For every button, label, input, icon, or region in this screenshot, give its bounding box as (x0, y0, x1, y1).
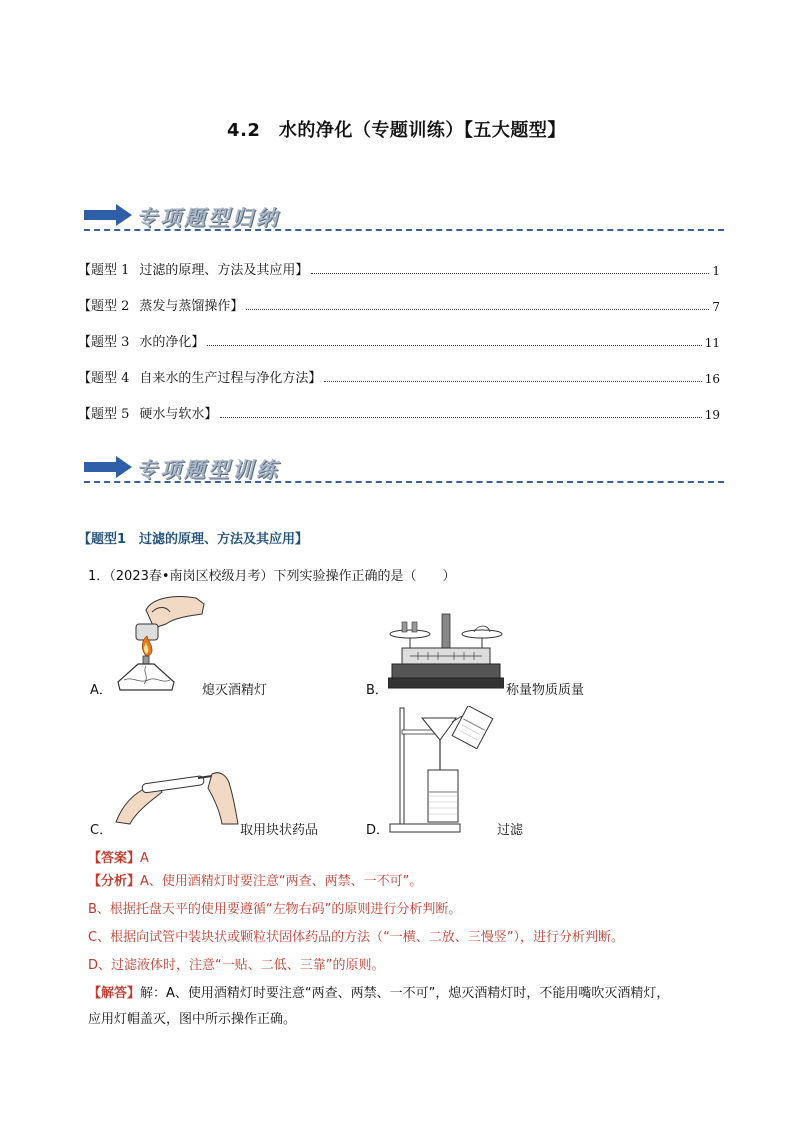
analysis-line-1 (88, 872, 422, 892)
toc-text: 蒸发与蒸馏操作】 (139, 299, 244, 314)
option-a-letter: A． (90, 683, 112, 698)
solution-text: 解：A、使用酒精灯时要注意“两查、两禁、一不可”，熄灭酒精灯时，不能用嘴吹灭酒精灯， (140, 986, 670, 1001)
toc-leader (311, 272, 709, 274)
toc-item-2[interactable] (78, 294, 720, 314)
banner-text: 专项题型归纳 (136, 205, 280, 230)
section-banner-training (84, 452, 724, 486)
toc-leader (220, 416, 701, 418)
option-d-caption: 过滤 (497, 823, 524, 838)
solution-line-2: 应用灯帽盖灭，图中所示操作正确。 (88, 1012, 297, 1027)
option-d-letter: D． (366, 823, 390, 838)
toc-label: 【题型 3 (78, 335, 130, 350)
toc-label: 【题型 4 (78, 371, 130, 386)
balance-scale-image (388, 612, 504, 692)
toc-item-3[interactable] (78, 330, 720, 350)
toc-page: 11 (704, 336, 720, 350)
option-c-caption: 取用块状药品 (240, 823, 319, 838)
toc-label: 【题型 2 (78, 299, 130, 314)
arrow-right-icon (84, 204, 132, 226)
toc-text: 自来水的生产过程与净化方法】 (139, 371, 322, 386)
toc-page: 1 (712, 264, 720, 278)
dashed-rule (84, 481, 724, 483)
answer-tag: 【答案】 (88, 851, 141, 866)
toc-item-4[interactable] (78, 366, 720, 386)
analysis-text: A、使用酒精灯时要注意“两查、两禁、一不可”。 (140, 874, 423, 889)
answer-line (88, 847, 149, 866)
analysis-line-3: C、根据向试管中装块状或颗粒状固体药品的方法（“一横、二放、三慢竖”），进行分析判断。 (88, 930, 625, 945)
toc-page: 7 (712, 300, 720, 314)
toc-label: 【题型 5 (78, 407, 130, 422)
toc-text: 过滤的原理、方法及其应用】 (139, 263, 309, 278)
solution-tag: 【解答】 (88, 986, 141, 1001)
dashed-rule (84, 229, 724, 231)
test-tube-hands-image (112, 766, 242, 826)
analysis-line-2: B、根据托盘天平的使用要遵循“左物右码”的原则进行分析判断。 (88, 902, 462, 917)
toc-text: 硬水与软水】 (139, 407, 218, 422)
toc-item-5[interactable] (78, 402, 720, 422)
toc-leader (207, 344, 701, 346)
alcohol-lamp-extinguish-image (112, 590, 208, 694)
analysis-tag: 【分析】 (88, 874, 141, 889)
option-c-letter: C． (90, 823, 113, 838)
toc-leader (324, 380, 701, 382)
solution-line-1 (88, 984, 738, 1004)
option-b-letter: B． (366, 683, 388, 698)
banner-text: 专项题型训练 (136, 457, 280, 482)
toc-leader (246, 308, 709, 310)
arrow-right-icon (84, 456, 132, 478)
toc-label: 【题型 1 (78, 263, 130, 278)
toc-page: 16 (704, 372, 720, 386)
toc-page: 19 (704, 408, 720, 422)
toc-item-1[interactable] (78, 258, 720, 278)
answer-value: A (140, 851, 149, 866)
section-banner-summary (84, 200, 724, 234)
section-heading: 【题型1 过滤的原理、方法及其应用】 (78, 532, 309, 547)
analysis-line-4: D、过滤液体时，注意“一贴、二低、三靠”的原则。 (88, 958, 385, 973)
filtration-setup-image (386, 706, 504, 834)
page-title: 4.2 水的净化（专题训练）【五大题型】 (227, 120, 566, 141)
question-stem: 1．（2023春•南岗区校级月考）下列实验操作正确的是（ ） (88, 569, 456, 584)
toc-text: 水的净化】 (139, 335, 205, 350)
option-a-caption: 熄灭酒精灯 (202, 683, 268, 698)
option-b-caption: 称量物质质量 (506, 683, 585, 698)
